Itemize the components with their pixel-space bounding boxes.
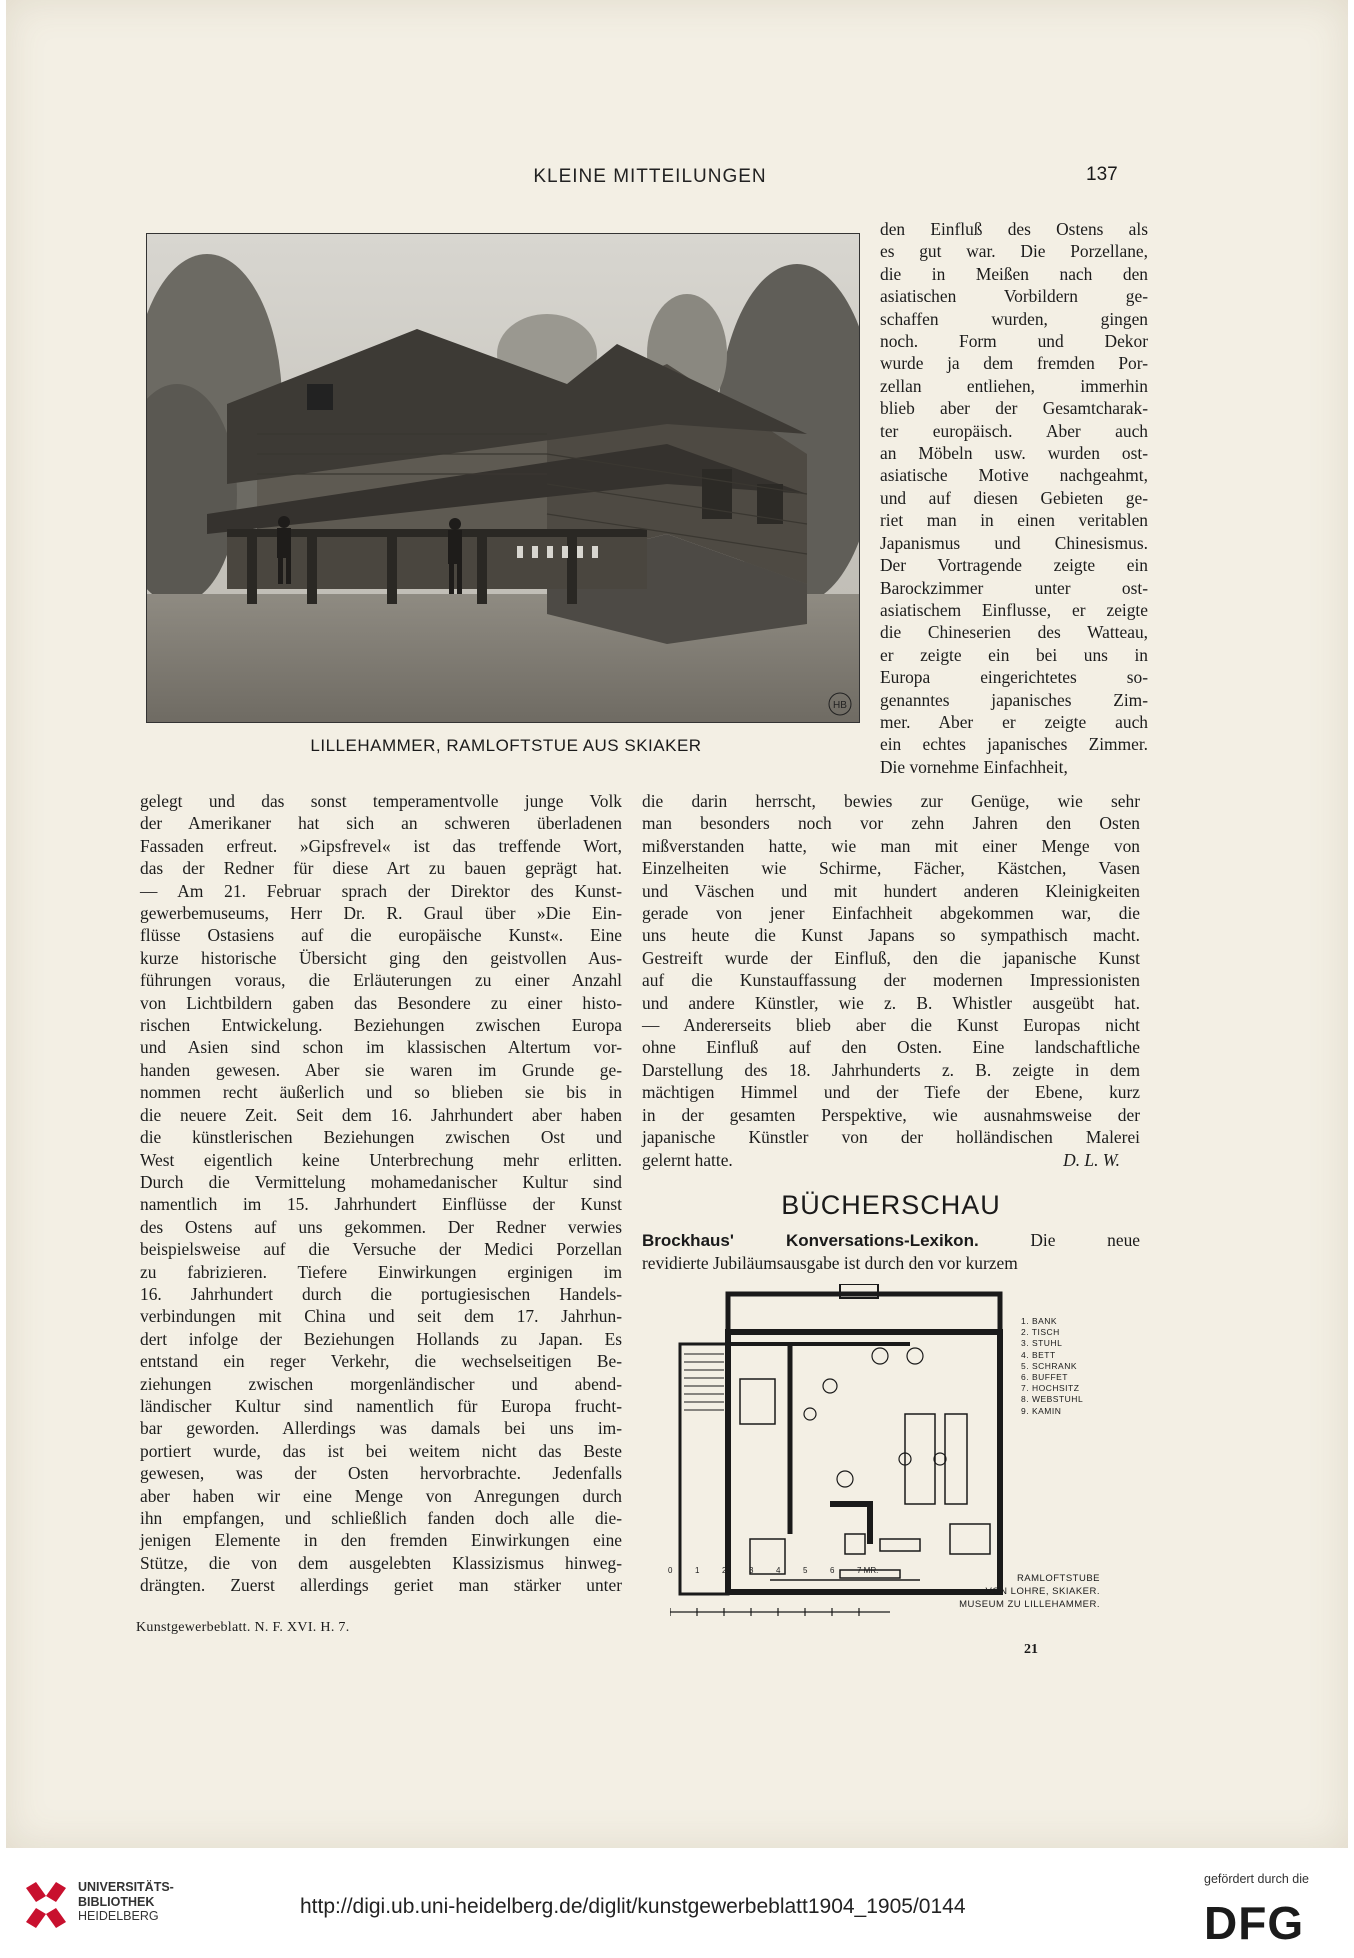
book-line2: revidierte Jubiläumsausgabe ist durch den vor kurzem: [642, 1253, 1018, 1274]
text-line: und andere Künstler, wie z. B. Whistler ausgeübt hat.: [642, 992, 1140, 1013]
text-line: blieb aber der Gesamtcharak-: [880, 398, 1148, 419]
text-line: ohne Einfluß auf den Osten. Eine landschaftliche: [642, 1037, 1140, 1058]
text-line: Darstellung des 18. Jahrhunderts z. B. zeigte in dem: [642, 1059, 1140, 1080]
text-line: man besonders noch vor zehn Jahren den Osten: [642, 813, 1140, 834]
text-line: Gestreift wurde der Einfluß, den die japanische Kunst: [642, 947, 1140, 968]
document-url-link[interactable]: http://digi.ub.uni-heidelberg.de/diglit/kunstgewerbeblatt1904_1905/0144: [300, 1895, 966, 1918]
footer-sheet-number: 21: [1024, 1642, 1038, 1657]
footer-journal: Kunstgewerbeblatt. N. F. XVI. H. 7.: [136, 1620, 350, 1635]
text-line: wurde ja dem fremden Por-: [880, 353, 1148, 374]
text-line: West eigentlich keine Unterbrechung mehr erlitten.: [140, 1149, 622, 1170]
text-line: aber haben wir eine Menge von Anregungen durch: [140, 1485, 622, 1506]
text-line: von Lichtbildern gaben das Besondere zu einer histo-: [140, 992, 622, 1013]
right-top-column: [880, 218, 1148, 778]
text-line: Die vornehme Einfachheit,: [880, 756, 1068, 777]
text-line: ein echtes japanisches Zimmer.: [880, 734, 1148, 755]
text-line: namentlich im 15. Jahrhundert Einflüsse der Kunst: [140, 1194, 622, 1215]
scale-label: 3: [749, 1566, 754, 1575]
text-line: zellan entliehen, immerhin: [880, 375, 1148, 396]
text-line: mächtigen Himmel und der Tiefe der Ebene, kurz: [642, 1082, 1140, 1103]
text-line: entstand ein reger Verkehr, die wechselseitigen Be-: [140, 1351, 622, 1372]
text-line: führungen voraus, die Erläuterungen zu einer Anzahl: [140, 970, 622, 991]
book-title: Brockhaus' Konversations-Lexikon.: [642, 1231, 979, 1250]
legend-item: 1. BANK: [1021, 1316, 1058, 1326]
plan-caption-line: MUSEUM ZU LILLEHAMMER.: [959, 1599, 1100, 1610]
text-line: handen gewesen. Aber sie waren im Grunde ge-: [140, 1059, 622, 1080]
text-line: jenigen Elemente in den fremden Einwirkungen eine: [140, 1530, 622, 1551]
text-line: Europa eingerichtetes so-: [880, 667, 1148, 688]
text-line: Durch die Vermittelung mohamedanischer Kultur sind: [140, 1171, 622, 1192]
scale-label: 0: [668, 1566, 673, 1575]
legend-item: 5. SCHRANK: [1021, 1360, 1078, 1371]
text-line: uns heute die Kunst Japans so sympathisch macht.: [642, 925, 1140, 946]
text-line: Stütze, die von dem ausgelebten Klassizismus hinweg-: [140, 1552, 622, 1573]
text-line: die darin herrscht, bewies zur Genüge, wie sehr: [642, 791, 1140, 811]
legend-item: 3. STUHL: [1021, 1338, 1063, 1349]
text-line: portiert wurde, das ist bei weitem nicht das Beste: [140, 1440, 622, 1461]
text-line: und auf diesen Gebieten ge-: [880, 487, 1148, 508]
text-line: flüsse Ostasiens auf die europäische Kunst«. Eine: [140, 925, 622, 946]
legend-item: 6. BUFFET: [1021, 1372, 1069, 1383]
text-line: es gut war. Die Porzellane,: [880, 241, 1148, 262]
text-line: japanische Künstler von der holländischen Malerei: [642, 1127, 1140, 1148]
legend-item: 8. WEBSTUHL: [1021, 1394, 1084, 1405]
text-line: die Chineserien des Watteau,: [880, 622, 1148, 643]
text-line: der Amerikaner hat sich an schweren überladenen: [140, 813, 622, 834]
text-line: verbindungen mit China und seit dem 17. Jahrhun-: [140, 1306, 622, 1327]
text-line: asiatischem Einflusse, er zeigte: [880, 599, 1148, 620]
text-line: gerade von jener Einfachheit abgekommen war, die: [642, 903, 1140, 924]
text-line: mißverstanden hatte, wie man mit einer Menge von: [642, 835, 1140, 856]
scale-label: 5: [803, 1566, 808, 1575]
text-line: auf die Kunstauffassung der modernen Impressionisten: [642, 970, 1140, 991]
scale-label: 1: [695, 1566, 700, 1575]
plan-caption-line: RAMLOFTSTUBE: [1016, 1573, 1100, 1584]
scale-label: 7 MR.: [857, 1566, 879, 1575]
text-line: das der Redner für diese Art zu bauen geprägt hat.: [140, 858, 622, 879]
text-line: Fassaden erfreut. »Gipsfrevel« ist das treffende Wort,: [140, 835, 622, 856]
text-line: den Einfluß des Ostens als: [880, 219, 1148, 239]
text-line: des Ostens auf uns gekommen. Der Redner verwies: [140, 1216, 622, 1237]
text-line: ter europäisch. Aber auch: [880, 420, 1148, 441]
text-line: asiatischen Vorbildern ge-: [880, 286, 1148, 307]
page-number: 137: [1086, 164, 1118, 185]
text-line: kurze historische Übersicht ging den geistvollen Aus-: [140, 947, 622, 968]
text-line: in der gesamten Perspektive, wie ausnahmsweise der: [642, 1104, 1140, 1125]
text-line: gelernt hatte.: [642, 1149, 733, 1170]
text-line: asiatische Motive nachgeahmt,: [880, 465, 1148, 486]
photo-ramloftstue: [146, 233, 860, 723]
text-line: nommen recht äußerlich und so blieben sie bis in: [140, 1082, 622, 1103]
text-line: — Am 21. Februar sprach der Direktor des Kunst-: [140, 880, 622, 901]
book-review-paragraph: [642, 1229, 1140, 1275]
plan-caption-line: VON LOHRE, SKIAKER.: [985, 1586, 1100, 1597]
text-line: die neuere Zeit. Seit dem 16. Jahrhundert aber haben: [140, 1104, 622, 1125]
text-line: rischen Entwickelung. Beziehungen zwischen Europa: [140, 1015, 622, 1036]
photo-caption: LILLEHAMMER, RAMLOFTSTUE AUS SKIAKER: [310, 736, 702, 755]
scale-label: 2: [722, 1566, 727, 1575]
text-line: riet man in einen veritablen: [880, 510, 1148, 531]
text-line: Einzelheiten wie Schirme, Fächer, Kästchen, Vasen: [642, 858, 1140, 879]
text-line: — Andererseits blieb aber die Kunst Europas nicht: [642, 1015, 1140, 1036]
running-header: KLEINE MITTEILUNGEN: [533, 166, 767, 187]
right-column: [642, 790, 1140, 1171]
text-line: ihn empfangen, und schließlich fanden doch alle die-: [140, 1508, 622, 1528]
text-line: genanntes japanisches Zim-: [880, 689, 1148, 710]
scale-label: 4: [776, 1566, 781, 1575]
text-line: dert infolge der Beziehungen Hollands zu Japan. Es: [140, 1328, 622, 1349]
text-line: an Möbeln usw. wurden ost-: [880, 443, 1148, 464]
text-line: Japanismus und Chinesismus.: [880, 532, 1148, 553]
legend-item: 4. BETT: [1021, 1349, 1056, 1360]
university-logo-icon[interactable]: [22, 1880, 70, 1930]
author-signature: D. L. W.: [1063, 1149, 1120, 1170]
left-column: [140, 790, 622, 1597]
text-line: mer. Aber er zeigte auch: [880, 711, 1148, 732]
text-line: er zeigte ein bei uns in: [880, 644, 1148, 665]
text-line: ländischer Kultur sind namentlich für Europa frucht-: [140, 1395, 622, 1416]
text-line: gewerbemuseums, Herr Dr. R. Graul über »Die Ein-: [140, 903, 622, 924]
text-line: und Väschen und mit hundert anderen Kleinigkeiten: [642, 880, 1140, 901]
scale-label: 6: [830, 1566, 835, 1575]
text-line: und Asien sind schon im klassischen Altertum vor-: [140, 1037, 622, 1058]
legend-item: 2. TISCH: [1021, 1327, 1060, 1338]
text-line: gelegt und das sonst temperamentvolle junge Volk: [140, 791, 622, 811]
university-name[interactable]: UNIVERSITÄTS- BIBLIOTHEK HEIDELBERG: [78, 1880, 174, 1923]
text-line: gewesen, was der Osten hervorbrachte. Jedenfalls: [140, 1463, 622, 1484]
section-heading: BÜCHERSCHAU: [781, 1190, 1001, 1220]
text-line: Barockzimmer unter ost-: [880, 577, 1148, 598]
text-line: bar geworden. Allerdings was damals bei uns im-: [140, 1418, 622, 1439]
text-line: beispielsweise auf die Versuche der Medici Porzellan: [140, 1239, 622, 1260]
legend-item: 9. KAMIN: [1021, 1405, 1062, 1416]
text-line: ziehungen zwischen morgenländischer und abend-: [140, 1373, 622, 1394]
dfg-logo[interactable]: DFG: [1204, 1897, 1305, 1949]
text-line: Der Vortragende zeigte ein: [880, 555, 1148, 576]
plan-scale-labels: [670, 1566, 890, 1580]
text-line: die in Meißen nach den: [880, 263, 1148, 284]
photo-monogram: HB: [833, 700, 847, 711]
funder-text: gefördert durch die: [1204, 1872, 1309, 1886]
text-line: schaffen wurden, gingen: [880, 308, 1148, 329]
legend-item: 7. HOCHSITZ: [1021, 1383, 1080, 1394]
text-line: die künstlerischen Beziehungen zwischen Ost und: [140, 1127, 622, 1148]
text-line: zu fabrizieren. Tiefere Einwirkungen erginigen im: [140, 1261, 622, 1282]
plan-legend: [1021, 1316, 1083, 1417]
book-line1-rest: Die neue: [1030, 1230, 1140, 1250]
text-line: 16. Jahrhundert durch die portugiesischen Handels-: [140, 1283, 622, 1304]
plan-caption: [940, 1572, 1100, 1611]
text-line: drängten. Zuerst allerdings geriet man stärker unter: [140, 1575, 622, 1596]
text-line: noch. Form und Dekor: [880, 331, 1148, 352]
